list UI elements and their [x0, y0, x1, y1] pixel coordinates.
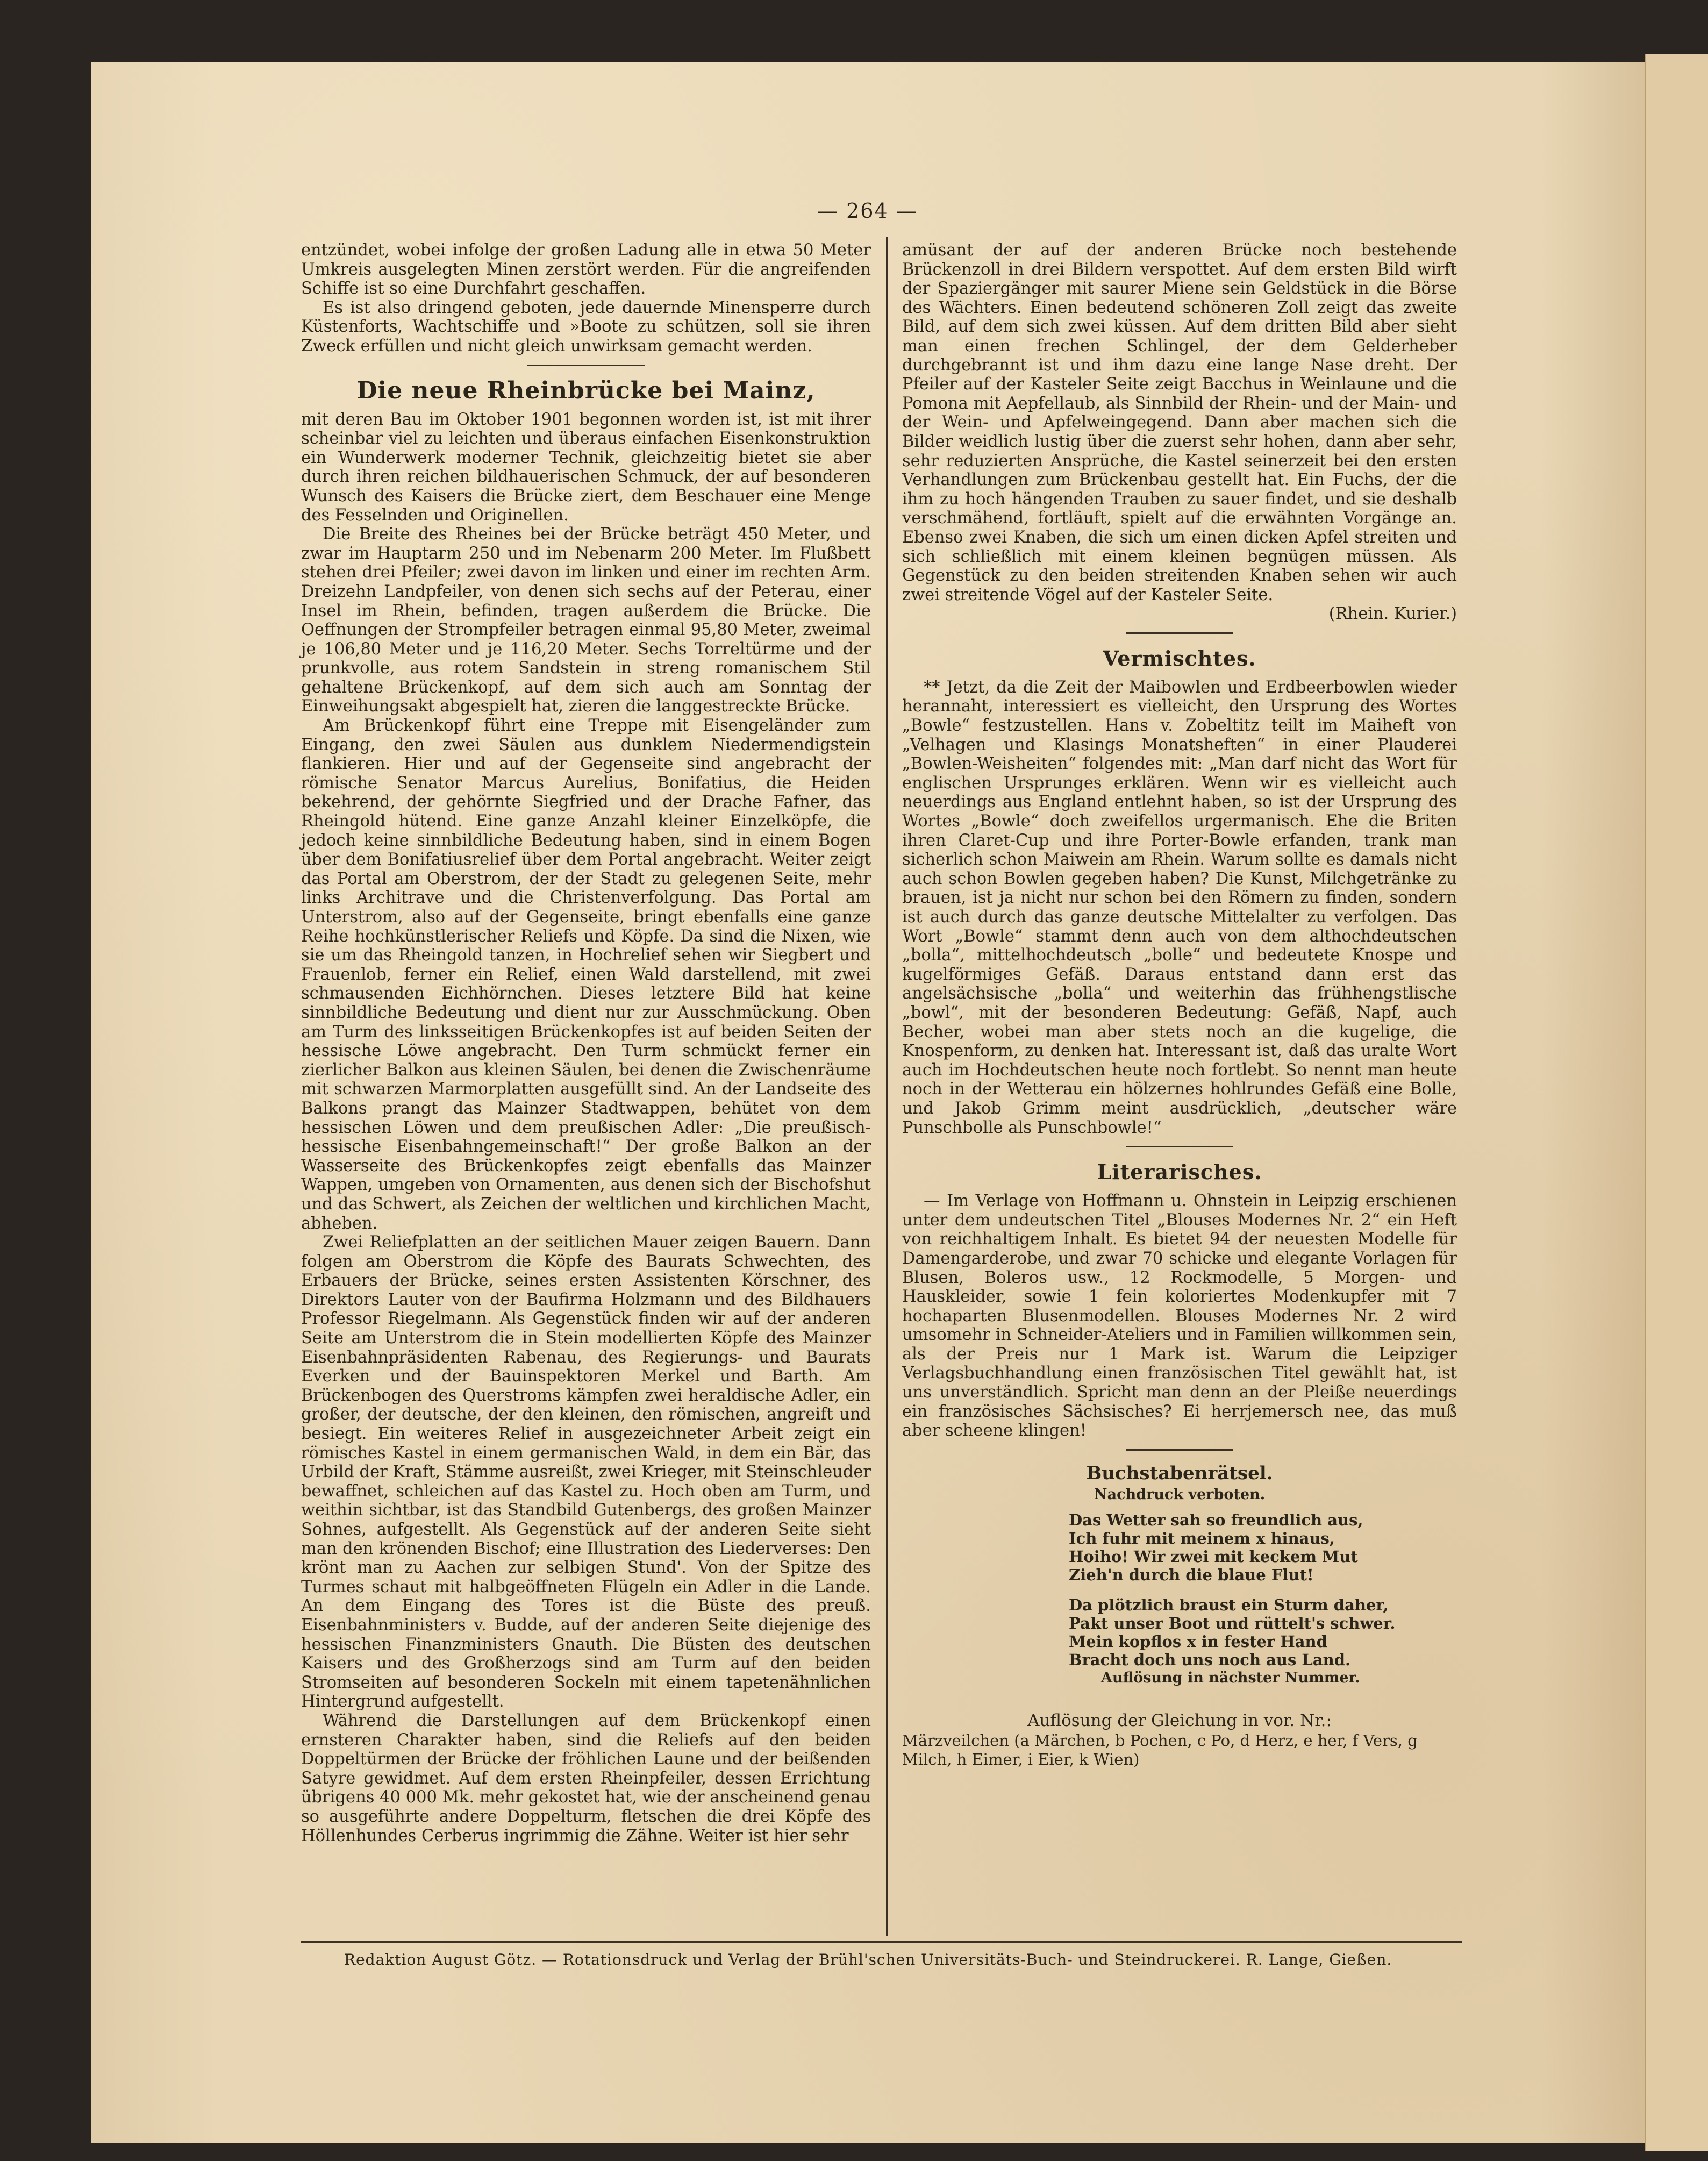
- adjacent-page-edge: [1645, 54, 1708, 2151]
- riddle-title: Buchstabenrätsel.: [1086, 1462, 1273, 1484]
- misc-title: Vermischtes.: [1103, 646, 1256, 671]
- stanza-gap: [1069, 1584, 1457, 1596]
- imprint-footer: Redaktion August Götz. — Rotationsdruck und Verlag der Brühl'schen Universitäts-Buch- und Steindruckerei. R. Lange, Gießen.: [344, 1951, 1392, 1969]
- solution-text: Märzveilchen (a Märchen, b Pochen, c Po, d Herz, e her, f Vers, g Milch, h Eimer, i Eier, k Wien): [902, 1731, 1418, 1768]
- article-paragraph-4: Zwei Reliefplatten an der seitlichen Mauer zeigen Bauern. Dann folgen am Oberstrom die Köpfe des Baurats Schwechten, des Erbauers der Brücke, seines ersten Assistenten Körschner, des Direktors Lauter von der Baufirma Holzmann und des Bildhauers Professor Riegelmann. Als Gegenstück finden wir auf der anderen Seite am Unterstrom die in Stein modellierten Köpfe des Mainzer Eisenbahnpräsidenten Rabenau, des Regierungs- und Baurats Everken und der Bauinspektoren Merkel und Barth. Am Brückenbogen des Querstroms kämpfen zwei heraldische Adler, ein großer, der deutsche, der den kleinen, den römischen, angreift und besiegt. Ein weiteres Relief in ausgezeichneter Arbeit zeigt ein römisches Kastel in einem germanischen Wald, in dem ein Bär, das Urbild der Kraft, Stämme ausreißt, zwei Krieger, mit Steinschleuder bewaffnet, schleichen auf das Kastel zu. Hoch oben am Turm, und weithin sichtbar, ist das Standbild Gutenbergs, des großen Mainzer Sohnes, aufgestellt. Als Gegenstück auf der anderen Seite sieht man den krönenden Bischof; eine Illustration des Liederverses: Den krönt man zu Aachen zur selbigen Stund'. Von der Spitze des Turmes schaut mit halbgeöffneten Flügeln ein Adler in die Lande. An dem Eingang des Tores ist die Büste des preuß. Eisenbahnministers v. Budde, auf der anderen Seite diejenige des hessischen Finanzministers Gnauth. Die Büsten des deutschen Kaisers und des Großherzogs sind am Turm auf den beiden Stromseiten auf besonderen Sockeln mit einem tapetenähnlichen Hintergrund aufgestellt.: [301, 1233, 871, 1711]
- article-paragraph-1: mit deren Bau im Oktober 1901 begonnen worden ist, ist mit ihrer scheinbar viel zu leichten und überaus einfachen Eisenkonstruktion ein Wunderwerk moderner Technik, gleichzeitig bietet sie aber durch ihren reichen bildhauerischen Schmuck, der auf besonderen Wunsch des Kaisers die Brücke ziert, dem Beschauer eine Menge des Fesselnden und Originellen.: [301, 410, 871, 525]
- intro-paragraph-2: Es ist also dringend geboten, jede dauernde Minensperre durch Küstenforts, Wachtschiffe und »Boote zu schützen, soll sie ihren Zweck erfüllen und nicht gleich unwirksam gemacht werden.: [301, 298, 871, 355]
- section-rule: [527, 365, 645, 366]
- riddle-note: Auflösung in nächster Nummer.: [1101, 1669, 1360, 1686]
- riddle-line: Bracht doch uns noch aus Land.: [1069, 1650, 1351, 1669]
- section-rule: [1126, 1449, 1233, 1451]
- literature-paragraph: — Im Verlage von Hoffmann u. Ohnstein in Leipzig erschienen unter dem undeutschen Titel „Blouses Modernes Nr. 2“ ein Heft von reichhaltigem Inhalt. Es bietet 94 der neuesten Modelle für Damengarderobe, und zwar 70 schicke und elegante Vorlagen für Blusen, Boleros usw., 12 Rockmodelle, 5 Morgen- und Hauskleider, sowie 1 fein koloriertes Modenkupfer mit 7 hochaparten Blusenmodellen. Blouses Modernes Nr. 2 wird umsomehr in Schneider-Ateliers und in Familien willkommen sein, als der Preis nur 1 Mark ist. Warum die Leipziger Verlagsbuchhandlung einen französischen Titel gewählt hat, ist uns unverständlich. Spricht man denn an der Pleiße neuerdings ein französisches Sächsisches? Ei herrjemersch nee, das muß aber scheene klingen!: [902, 1192, 1457, 1440]
- footer-rule: [301, 1941, 1462, 1943]
- continuation-paragraph: amüsant der auf der anderen Brücke noch bestehende Brückenzoll in drei Bildern verspottet. Auf dem ersten Bild wirft der Spaziergänger mit saurer Miene sein Geldstück in die Börse des Wächters. Einen bedeutend schöneren Zoll zeigt das zweite Bild, auf dem sich zwei küssen. Auf dem dritten Bild aber sieht man einen frechen Schlingel, der dem Gelderheber durchgebrannt ist und ihm dazu eine lange Nase dreht. Der Pfeiler auf der Kasteler Seite zeigt Bacchus in Weinlaune und die Pomona mit Aepfellaub, als Sinnbild der Rhein- und der Main- und der Wein- und Apfelweingegend. Dann aber machen sich die Bilder weidlich lustig über die zuerst sehr hohen, dann aber sehr, sehr reduzierten Ansprüche, die Kastel seinerzeit bei den ersten Verhandlungen zum Brückenbau gestellt hat. Ein Fuchs, der die ihm zu hoch hängenden Trauben zu sauer findet, und sie deshalb verschmähend, fortläuft, spielt auf die erwähnten Vorgänge an. Ebenso zwei Knaben, die sich um einen dicken Apfel streiten und sich schließlich mit einem kleinen begnügen müssen. Als Gegenstück zu den beiden streitenden Knaben sehen wir auch zwei streitende Vögel auf der Kasteler Seite.: [902, 241, 1457, 604]
- article-paragraph-5: Während die Darstellungen auf dem Brückenkopf einen ernsteren Charakter haben, sind die Reliefs auf den beiden Doppeltürmen der Brücke der fröhlichen Laune und der beißenden Satyre gewidmet. Auf dem ersten Rheinpfeiler, dessen Errichtung übrigens 40 000 Mk. mehr gekostet hat, wie der anscheinend genau so ausgeführte andere Doppelturm, fletschen die drei Köpfe des Höllenhundes Cerberus ingrimmig die Zähne. Weiter ist hier sehr: [301, 1711, 871, 1845]
- solution-title: Auflösung der Gleichung in vor. Nr.:: [1027, 1710, 1332, 1730]
- riddle-line: Da plötzlich braust ein Sturm daher,: [1069, 1595, 1389, 1614]
- article-title: Die neue Rheinbrücke bei Mainz,: [356, 376, 816, 404]
- right-column: [902, 241, 1457, 1769]
- column-divider: [886, 237, 888, 1936]
- riddle-line: Das Wetter sah so freundlich aus,: [1069, 1510, 1363, 1529]
- riddle-subtitle: Nachdruck verboten.: [1094, 1486, 1266, 1503]
- section-rule: [1126, 1146, 1233, 1147]
- page-number: — 264 —: [817, 199, 918, 223]
- riddle-line: Pakt unser Boot und rüttelt's schwer.: [1069, 1614, 1396, 1632]
- riddle-line: Hoiho! Wir zwei mit keckem Mut: [1069, 1547, 1358, 1566]
- intro-paragraph-1: entzündet, wobei infolge der großen Ladung alle in etwa 50 Meter Umkreis ausgelegten Minen zerstört werden. Für die angreifenden Schiffe ist so eine Durchfahrt geschaffen.: [301, 241, 871, 298]
- continuation-source: (Rhein. Kurier.): [1328, 604, 1457, 624]
- riddle-line: Zieh'n durch die blaue Flut!: [1069, 1565, 1314, 1584]
- riddle-poem: [1069, 1511, 1457, 1669]
- section-rule: [1126, 632, 1233, 634]
- left-column: [301, 241, 871, 1845]
- literature-title: Literarisches.: [1097, 1160, 1262, 1185]
- riddle-line: Mein kopflos x in fester Hand: [1069, 1632, 1327, 1651]
- misc-paragraph: ** Jetzt, da die Zeit der Maibowlen und Erdbeerbowlen wieder herannaht, interessiert es vielleicht, den Ursprung des Wortes „Bowle“ festzustellen. Hans v. Zobeltitz teilt im Maiheft von „Velhagen und Klasings Monatsheften“ in einer Plauderei „Bowlen-Weisheiten“ folgendes mit: „Man darf nicht das Wort für englischen Ursprunges erklären. Wenn wir es vielleicht auch neuerdings aus England entlehnt haben, so ist der Ursprung des Wortes „Bowle“ doch zweifellos urgermanisch. Ehe die Briten ihren Claret-Cup und ihre Porter-Bowle erfanden, trank man sicherlich schon Maiwein am Rhein. Warum sollte es damals nicht auch schon Bowlen gegeben haben? Die Kunst, Milchgetränke zu brauen, ist ja nicht nur schon bei den Römern zu finden, sondern ist auch durch das ganze deutsche Mittelalter zu verfolgen. Das Wort „Bowle“ stammt denn auch von dem althochdeutschen „bolla“, mittelhochdeutsch „bolle“ und bedeutete Knospe und kugelförmiges Gefäß. Daraus entstand dann erst das angelsächsische „bolla“ und weiterhin das frühhengstlische „bowl“, mit der besonderen Bedeutung: Gefäß, Napf, auch Becher, wobei man aber stets noch an die kugelige, die Knospenform, zu denken hat. Interessant ist, daß das uralte Wort auch im Hochdeutschen heute noch fortlebt. So nennt man heute noch in der Wetterau ein hölzernes hohlrundes Gefäß eine Bolle, und Jakob Grimm meint ausdrücklich, „deutscher wäre Punschbolle als Punschbowle!“: [902, 677, 1457, 1137]
- article-paragraph-2: Die Breite des Rheines bei der Brücke beträgt 450 Meter, und zwar im Hauptarm 250 und im Nebenarm 200 Meter. Im Flußbett stehen drei Pfeiler; zwei davon im linken und einer im rechten Arm. Dreizehn Landpfeiler, von denen sich sechs auf der Peterau, einer Insel im Rhein, befinden, tragen außerdem die Brücke. Die Oeffnungen der Strompfeiler betragen einmal 95,80 Meter, zweimal je 106,80 Meter und je 116,20 Meter. Sechs Torreltürme und der prunkvolle, aus rotem Sandstein in streng romanischem Stil gehaltene Brückenkopf, auf dem sich auch am Sonntag der Einweihungsakt abgespielt hat, zieren die langgestreckte Brücke.: [301, 525, 871, 716]
- riddle-line: Ich fuhr mit meinem x hinaus,: [1069, 1529, 1335, 1547]
- article-paragraph-3: Am Brückenkopf führt eine Treppe mit Eisengeländer zum Eingang, den zwei Säulen aus dunklem Niedermendigstein flankieren. Hier und auf der Gegenseite sind angebracht der römische Senator Marcus Aurelius, Bonifatius, die Heiden bekehrend, der gehörnte Siegfried und der Drache Fafner, das Rheingold hütend. Eine ganze Anzahl kleiner Einzelköpfe, die jedoch keine sinnbildliche Bedeutung haben, sind in einem Bogen über dem Bonifatiusrelief über dem Portal angebracht. Weiter zeigt das Portal am Oberstrom, der der Stadt zu gelegenen Seite, mehr links Architrave und die Christenverfolgung. Das Portal am Unterstrom, also auf der Gegenseite, bringt ebenfalls eine ganze Reihe hochkünstlerischer Reliefs und Köpfe. Da sind die Nixen, wie sie um das Rheingold tanzen, in Hochrelief sehen wir Siegbert und Frauenlob, ferner ein Relief, einen Wald darstellend, mit zwei schmausenden Eichhörnchen. Dieses letztere Bild hat keine sinnbildliche Bedeutung und dient nur zur Ausschmückung. Oben am Turm des linksseitigen Brückenkopfes ist auf beiden Seiten der hessische Löwe angebracht. Den Turm schmückt ferner ein zierlicher Balkon aus kleinen Säulen, bei denen die Zwischenräume mit schwarzen Marmorplatten ausgefüllt sind. An der Landseite des Balkons prangt das Mainzer Stadtwappen, behütet von dem hessischen Löwen und dem preußischen Adler: „Die preußisch-hessische Eisenbahngemeinschaft!“ Der große Balkon an der Wasserseite des Brückenkopfes zeigt ebenfalls das Mainzer Wappen, umgeben von Ornamenten, aus denen sich der Bischofshut und das Schwert, als Zeichen der weltlichen und kirchlichen Macht, abheben.: [301, 716, 871, 1233]
